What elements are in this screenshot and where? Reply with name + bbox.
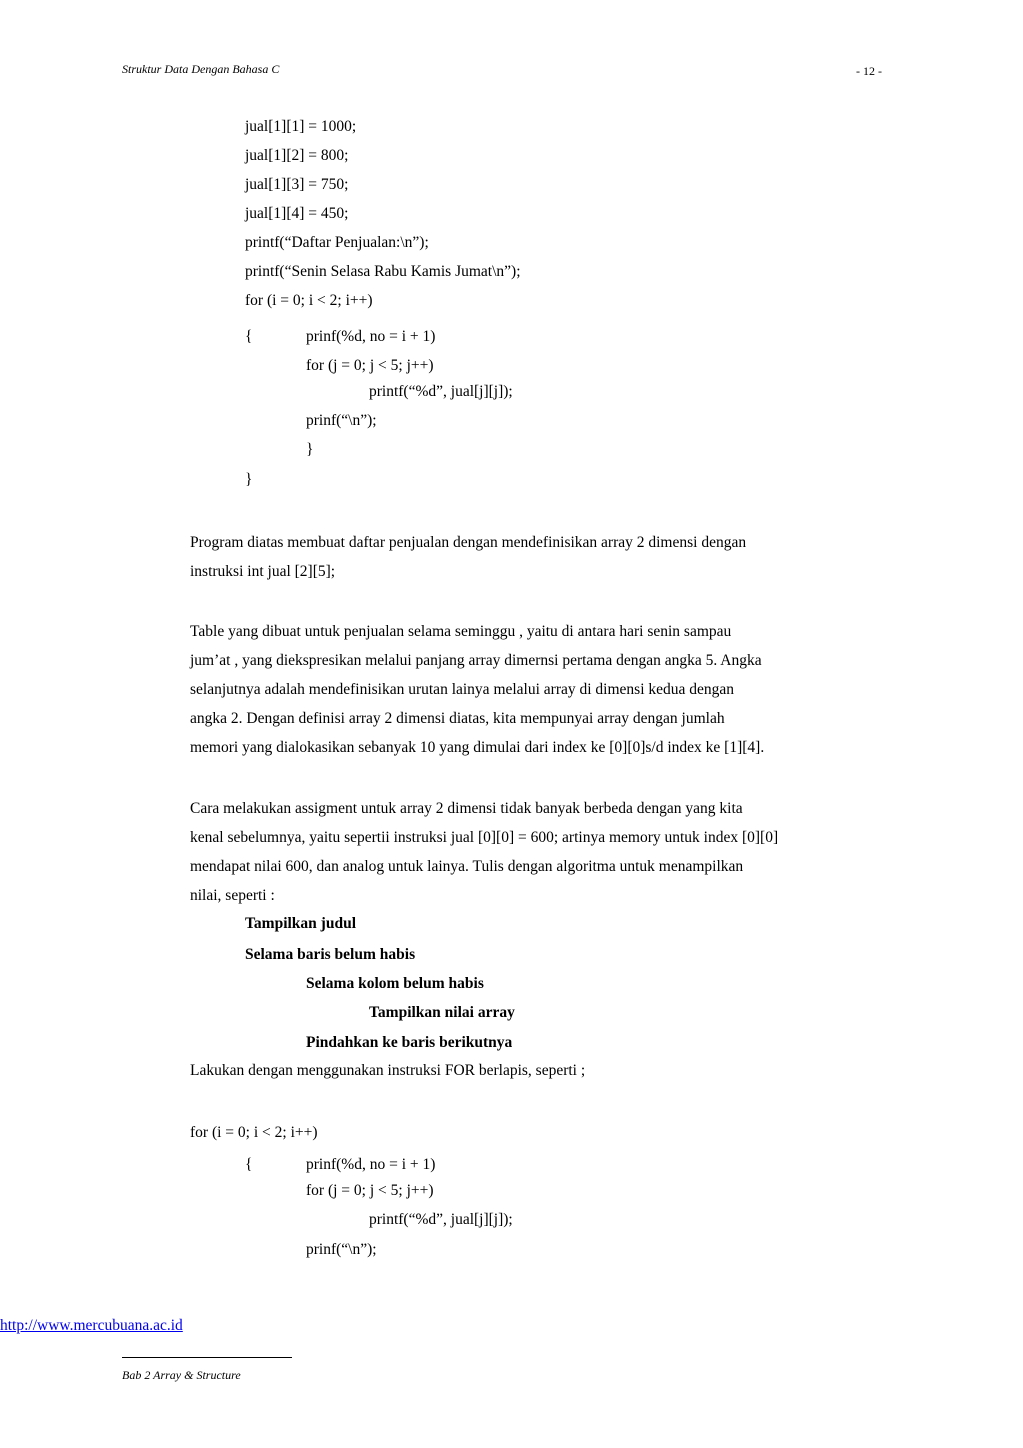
header-title: Struktur Data Dengan Bahasa C — [122, 62, 280, 76]
code-line: prinf(%d, no = i + 1) — [306, 328, 436, 345]
footer-divider — [122, 1357, 292, 1358]
text-line: instruksi int jual [2][5]; — [190, 563, 336, 580]
paragraph-4: Lakukan dengan menggunakan instruksi FOR berlapis, seperti ; — [190, 1062, 586, 1079]
code-line: for (i = 0; i < 2; i++) — [245, 292, 373, 309]
algorithm-step: Tampilkan judul — [245, 915, 357, 932]
text-line: memori yang dialokasikan sebanyak 10 yang dimulai dari index ke [0][0]s/d index ke [1][4]. — [190, 739, 765, 756]
algorithm-step: Selama baris belum habis — [245, 946, 416, 963]
paragraph-2 — [190, 617, 850, 762]
code-line: } — [306, 441, 314, 458]
code-line: printf(“Daftar Penjualan:\n”); — [245, 234, 429, 251]
text-line: angka 2. Dengan definisi array 2 dimensi diatas, kita mempunyai array dengan jumlah — [190, 710, 725, 727]
text-line: jum’at , yang diekspresikan melalui panjang array dimernsi pertama dengan angka 5. Angka — [190, 652, 762, 669]
text-line: Table yang dibuat untuk penjualan selama seminggu , yaitu di antara hari senin sampau — [190, 623, 732, 640]
code-line: for (j = 0; j < 5; j++) — [306, 357, 434, 374]
code-line: for (j = 0; j < 5; j++) — [306, 1182, 434, 1199]
code-line: jual[1][3] = 750; — [245, 176, 349, 193]
code-line: jual[1][1] = 1000; — [245, 118, 357, 135]
text-line: Cara melakukan assigment untuk array 2 dimensi tidak banyak berbeda dengan yang kita — [190, 800, 743, 817]
text-line: nilai, seperti : — [190, 887, 275, 904]
code-line: for (i = 0; i < 2; i++) — [190, 1124, 318, 1141]
code-line: } — [245, 471, 253, 488]
website-link[interactable]: http://www.mercubuana.ac.id — [0, 1317, 183, 1334]
text-line: kenal sebelumnya, yaitu sepertii instruksi jual [0][0] = 600; artinya memory untuk index [0][0] — [190, 829, 779, 846]
algorithm-step: Pindahkan ke baris berikutnya — [306, 1034, 513, 1051]
algorithm-step: Tampilkan nilai array — [369, 1004, 515, 1021]
code-line: printf(“%d”, jual[j][j]); — [369, 1211, 513, 1228]
text-line: mendapat nilai 600, dan analog untuk lainya. Tulis dengan algoritma untuk menampilkan — [190, 858, 744, 875]
code-line: printf(“%d”, jual[j][j]); — [369, 383, 513, 400]
code-line: { — [245, 1156, 253, 1173]
code-line: jual[1][4] = 450; — [245, 205, 349, 222]
paragraph-3 — [190, 794, 850, 910]
code-line: prinf(%d, no = i + 1) — [306, 1156, 436, 1173]
code-line: printf(“Senin Selasa Rabu Kamis Jumat\n”); — [245, 263, 521, 280]
paragraph-1 — [190, 528, 850, 586]
text-line: Program diatas membuat daftar penjualan dengan mendefinisikan array 2 dimensi dengan — [190, 534, 747, 551]
footer-text: Bab 2 Array & Structure — [122, 1368, 241, 1382]
code-line: prinf(“\n”); — [306, 412, 377, 429]
algorithm-step: Selama kolom belum habis — [306, 975, 484, 992]
page-number: - 12 - — [856, 64, 882, 78]
code-line: jual[1][2] = 800; — [245, 147, 349, 164]
text-line: selanjutnya adalah mendefinisikan urutan lainya melalui array di dimensi kedua dengan — [190, 681, 735, 698]
code-line: prinf(“\n”); — [306, 1241, 377, 1258]
code-line: { — [245, 328, 253, 345]
